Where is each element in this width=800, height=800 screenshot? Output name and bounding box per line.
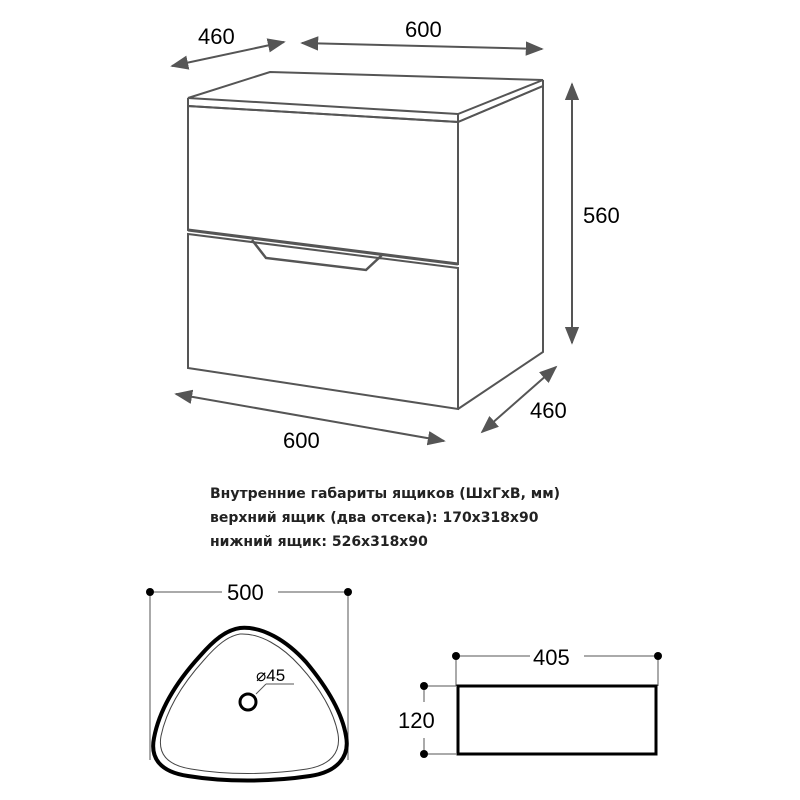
label-top-width: 600 (405, 17, 442, 42)
label-drain-diameter: ⌀45 (256, 666, 286, 685)
dim-arrow-top-width (302, 43, 542, 49)
sink-basin-outline (153, 628, 347, 781)
label-height: 560 (583, 203, 620, 228)
specs-title: Внутренние габариты ящиков (ШхГхВ, мм) (210, 486, 561, 502)
cabinet-side-panel (458, 86, 543, 409)
drain-hole (240, 694, 256, 710)
label-bottom-depth: 460 (530, 398, 567, 423)
label-top-depth: 460 (198, 24, 235, 49)
label-bottom-width: 600 (283, 428, 320, 453)
label-sink-height: 120 (398, 708, 435, 733)
specs-upper-drawer: верхний ящик (два отсека): 170х318х90 (210, 510, 539, 526)
cabinet-drawing (188, 72, 543, 409)
sink-side-view (398, 645, 662, 758)
sink-plan-view (146, 580, 352, 781)
sink-side-profile (458, 686, 656, 754)
label-sink-width: 500 (227, 580, 264, 605)
specs-lower-drawer: нижний ящик: 526х318х90 (210, 534, 428, 550)
upper-drawer-front (188, 106, 458, 264)
label-sink-side-width: 405 (533, 645, 570, 670)
drawer-internal-dimensions (210, 482, 560, 554)
